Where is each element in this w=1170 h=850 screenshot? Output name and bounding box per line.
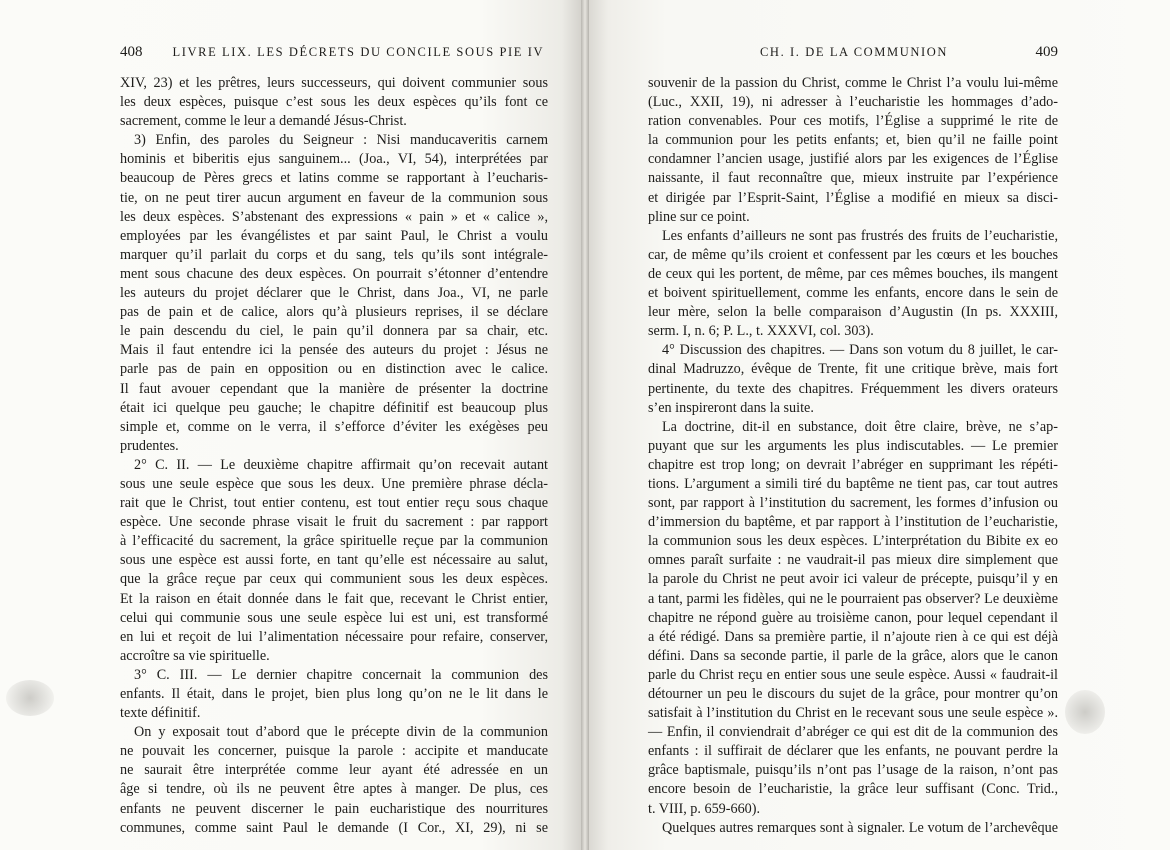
left-page-number: 408 xyxy=(120,44,143,60)
text-line: était ici quelque peu gauche; le chapitre définitif est beaucoup plus xyxy=(120,399,548,416)
text-line: tions. L’argument a simili tiré du baptême ne tient pas, car tout autres xyxy=(648,475,1058,492)
text-line: et boivent spirituellement, comme les enfants, encore dans le sein de xyxy=(648,285,1058,302)
right-page-number: 409 xyxy=(1035,44,1058,60)
text-line: chapitre est trop long; on devrait l’abréger en supprimant les répéti- xyxy=(648,456,1058,473)
text-line: t. VIII, p. 659-660). xyxy=(648,800,761,817)
text-line: condamner l’ancien usage, justifié alors par les exigences de l’Église xyxy=(648,151,1058,168)
text-line: celui qui communie sous une seule espèce lui est uni, est transformé xyxy=(120,609,548,626)
text-line: communes, comme saint Paul le demande (I Cor., XI, 29), ni se xyxy=(120,819,548,836)
text-line: de ceux qui les portent, de même, par ces mêmes bouches, ils mangent xyxy=(648,265,1058,282)
text-line: texte définitif. xyxy=(120,705,201,722)
text-line: employées par les évangélistes et par saint Paul, le Christ a voulu xyxy=(120,227,548,244)
text-line: chapitre ne répond guère au troisième canon, pour lequel cependant il xyxy=(648,609,1058,626)
text-line: en lui et reçoit de lui l’alimentation nécessaire pour refaire, conserver, xyxy=(120,628,548,645)
text-line: ne pouvait les concerner, puisque la parole : accipite et manducate xyxy=(120,743,548,760)
text-line: sous une seule espèce que sous les deux. Une première phrase décla- xyxy=(120,475,548,492)
text-line: la communion pour les petits enfants; et, bien qu’il ne faille point xyxy=(648,132,1058,149)
text-line: enfants : il suffirait de déclarer que les enfants, ne pouvant perdre la xyxy=(648,743,1058,760)
text-line: enfants ne peuvent discerner le pain eucharistique des nourritures xyxy=(120,800,548,817)
text-line: sous une espèce est aussi forte, en tant qu’elle est nécessaire au salut, xyxy=(120,552,548,569)
text-line: On y exposait tout d’abord que le précepte divin de la communion xyxy=(134,724,548,741)
text-line: pas de pain et de calice, alors qu’à plusieurs reprises, il se déclare xyxy=(120,304,548,321)
text-line: sont, par rapport à l’institution du sacrement, les formes d’infusion ou xyxy=(648,495,1058,512)
left-body-text xyxy=(120,74,548,838)
text-line: enfants. Il était, dans le projet, bien plus long qu’on ne le lit dans le xyxy=(120,686,548,702)
text-line: omnes paraît surfaite : ne vaudrait-il pas mieux dire simplement que xyxy=(648,552,1058,569)
text-line: Mais il faut entendre ici la pensée des auteurs du projet : Jésus ne xyxy=(120,342,548,359)
text-line: naissante, il faut reconnaître que, mieux instruite par l’expérience xyxy=(648,170,1058,187)
text-line: Il faut avouer cependant que la manière de présenter la doctrine xyxy=(120,380,548,397)
text-line: pline sur ce point. xyxy=(648,208,750,225)
text-line: à l’efficacité du sacrement, la grâce spirituelle reçue par la communion xyxy=(120,533,548,550)
text-line: tie, on ne peut tirer aucun argument en faveur de la communion sous xyxy=(120,189,548,206)
text-line: marquer qu’il parlait du corps et du sang, tels qu’ils sont intégrale- xyxy=(120,246,548,263)
text-line: la communion sous les deux espèces. L’interprétation du Bibite ex eo xyxy=(648,533,1058,550)
left-running-title: LIVRE LIX. LES DÉCRETS DU CONCILE SOUS PIE IV xyxy=(172,45,545,59)
text-line: d’immersion du baptême, et par rapport à l’institution de l’eucharistie, xyxy=(648,514,1058,531)
text-line: espèce. Une seconde phrase visait le fruit du sacrement : par rapport xyxy=(120,514,548,531)
text-line: serm. I, n. 6; P. L., t. XXXVI, col. 303). xyxy=(648,323,874,340)
text-line: leur mère, selon la belle comparaison d’Augustin (In ps. XXXIII, xyxy=(648,304,1058,321)
text-line: simple et, comme on le verra, il s’efforce d’éviter les exégèses peu xyxy=(120,418,548,435)
text-line: que la grâce reçue par ceux qui communient sous les deux espèces. xyxy=(120,571,548,588)
text-line: la parole du Christ ne peut avoir ici valeur de précepte, puisqu’il y en xyxy=(648,571,1058,588)
right-running-title: CH. I. DE LA COMMUNION xyxy=(760,45,948,59)
text-line: satisfait à l’institution du Christ en le recevant sous une seule espèce ». xyxy=(648,705,1058,722)
text-line: accroître sa vie spirituelle. xyxy=(120,647,270,664)
text-line: Et la raison en était donnée dans le fait que, recevant le Christ entier, xyxy=(120,590,548,607)
text-line: 2° C. II. — Le deuxième chapitre affirmait qu’on recevait autant xyxy=(134,456,548,473)
page-smudge xyxy=(1065,690,1105,734)
text-line: 4° Discussion des chapitres. — Dans son votum du 8 juillet, le car- xyxy=(662,342,1058,359)
text-line: Quelques autres remarques sont à signaler. Le votum de l’archevêque xyxy=(662,819,1058,836)
text-line: les deux espèces, puisque c’est sous les deux espèces qu’ils font ce xyxy=(120,94,548,111)
text-line: grâce baptismale, puisqu’ils n’ont pas l’usage de la raison, n’ont pas xyxy=(648,762,1058,779)
text-line: rait que le Christ, tout entier contenu, est tout entier reçu sous chaque xyxy=(120,495,548,512)
text-line: 3) Enfin, des paroles du Seigneur : Nisi manducaveritis carnem xyxy=(134,132,548,149)
text-line: parle pas de pain en opposition ou en distinction avec le calice. xyxy=(120,361,548,378)
text-line: a tant, parmi les fidèles, qui ne le pourraient pas observer? Le deuxième xyxy=(648,590,1058,607)
text-line: Les enfants d’ailleurs ne sont pas frustrés des fruits de l’eucharistie, xyxy=(662,227,1058,244)
text-line: parle du Christ reçu en entier sous une seule espèce. Aussi « faudrait-il xyxy=(648,666,1058,683)
text-line: s’en inspireront dans la suite. xyxy=(648,399,814,416)
text-line: hominis et biberitis ejus sanguinem... (Joa., VI, 54), interprétées par xyxy=(120,151,548,168)
right-running-head xyxy=(640,44,1058,61)
text-line: et dirigée par l’Esprit-Saint, l’Église a modifié en mieux sa disci- xyxy=(648,189,1058,206)
text-line: a été rédigé. Dans sa première partie, il n’ajoute rien à ce qui est déjà xyxy=(648,628,1058,645)
text-line: défini. Dans sa seconde partie, il parle de la grâce, alors que le canon xyxy=(648,647,1058,664)
text-line: encore besoin de l’eucharistie, la grâce leur suffisant (Conc. Trid., xyxy=(648,781,1058,798)
text-line: (Luc., XXII, 19), ni adresser à l’eucharistie les hommages d’ado- xyxy=(648,94,1058,111)
text-line: 3° C. III. — Le dernier chapitre concernait la communion des xyxy=(134,666,548,683)
text-line: car, de même qu’ils croient et confessent par les cœurs et les bouches xyxy=(648,246,1058,263)
text-line: sacrement, comme le leur a demandé Jésus-Christ. xyxy=(120,113,407,130)
text-line: ne saurait être interprétée comme leur ayant été adressée en un xyxy=(120,762,548,779)
text-line: souvenir de la passion du Christ, comme le Christ l’a voulu lui-même xyxy=(648,75,1058,91)
right-body-text xyxy=(648,74,1058,838)
left-running-head xyxy=(120,44,550,61)
page-smudge xyxy=(6,680,54,716)
text-line: puyant que sur les arguments les plus indiscutables. — Le premier xyxy=(648,437,1058,454)
book-gutter xyxy=(581,0,589,850)
text-line: les deux espèces. S’abstenant des expressions « pain » et « calice », xyxy=(120,208,548,225)
text-line: âge si tendre, où ils ne peuvent être aptes à manger. De plus, ces xyxy=(120,781,548,798)
text-line: les auteurs du projet déclarer que le Christ, dans Joa., VI, ne parle xyxy=(120,285,548,302)
text-line: détourner un peu le discours du sujet de la grâce, pour montrer qu’on xyxy=(648,686,1058,702)
text-line: beaucoup de Pères grecs et latins comme se rapportant à l’eucharis- xyxy=(120,170,548,187)
text-line: XIV, 23) et les prêtres, leurs successeurs, qui doivent communier sous xyxy=(120,75,548,91)
text-line: prudentes. xyxy=(120,437,179,454)
text-line: La doctrine, dit-il en substance, doit être claire, brève, ne s’ap- xyxy=(662,418,1058,435)
text-line: pertinente, du texte des chapitres. Fréquemment les divers orateurs xyxy=(648,380,1058,397)
text-line: dinal Madruzzo, évêque de Trente, fit une critique brève, mais fort xyxy=(648,361,1058,378)
text-line: ration convenables. Pour ces motifs, l’Église a supprimé le rite de xyxy=(648,113,1058,130)
text-line: ment sous chacune des deux espèces. On pourrait s’étonner d’entendre xyxy=(120,265,548,282)
text-line: — Enfin, il conviendrait d’abréger ce qui est dit de la communion des xyxy=(648,724,1058,741)
text-line: le pain descendu du ciel, le pain qu’il donnera par sa chair, etc. xyxy=(120,323,548,340)
